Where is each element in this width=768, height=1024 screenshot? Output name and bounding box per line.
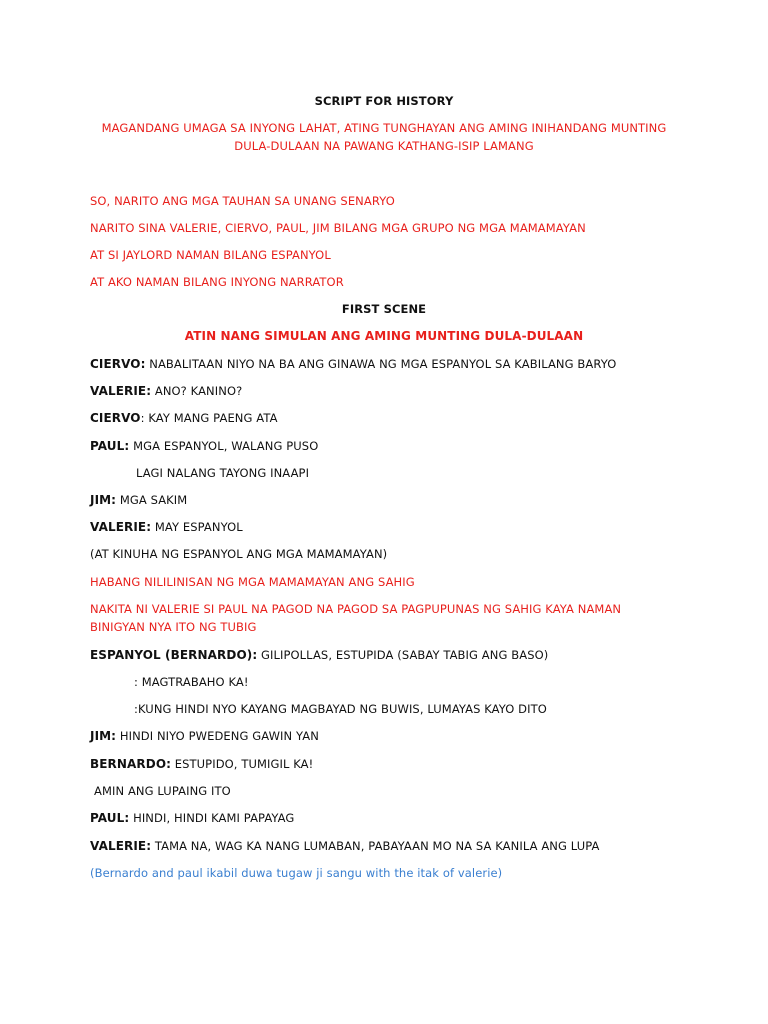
dialogue-line (90, 809, 294, 827)
intro-line-1: MAGANDANG UMAGA SA INYONG LAHAT, ATING TUNGHAYAN ANG AMING INIHANDANG MUNTING (101, 121, 667, 135)
dialogue-continuation: LAGI NALANG TAYONG INAAPI (136, 466, 310, 480)
speaker-name: VALERIE: (90, 520, 152, 534)
dialogue-line (90, 382, 242, 400)
dialogue-text: HINDI, HINDI KAMI PAPAYAG (129, 811, 295, 825)
dialogue-text: TAMA NA, WAG KA NANG LUMABAN, PABAYAAN MO NA SA KANILA ANG LUPA (151, 839, 600, 853)
dialogue-text: MGA SAKIM (116, 493, 188, 507)
stage-direction: (AT KINUHA NG ESPANYOL ANG MGA MAMAMAYAN) (90, 547, 388, 561)
document-title: SCRIPT FOR HISTORY (314, 94, 454, 108)
speaker-name: PAUL: (90, 439, 130, 453)
narration-note: NAKITA NI VALERIE SI PAUL NA PAGOD NA PAGOD SA PAGPUPUNAS NG SAHIG KAYA NAMAN (90, 602, 622, 616)
speaker-name: ESPANYOL (BERNARDO): (90, 648, 258, 662)
dialogue-continuation: : MAGTRABAHO KA! (134, 675, 249, 689)
dialogue-text: ESTUPIDO, TUMIGIL KA! (171, 757, 314, 771)
narration-line: SO, NARITO ANG MGA TAUHAN SA UNANG SENARYO (90, 194, 395, 208)
narration-line: NARITO SINA VALERIE, CIERVO, PAUL, JIM BILANG MGA GRUPO NG MGA MAMAMAYAN (90, 221, 586, 235)
dialogue-text: NABALITAAN NIYO NA BA ANG GINAWA NG MGA ESPANYOL SA KABILANG BARYO (145, 357, 617, 371)
dialogue-continuation: AMIN ANG LUPAING ITO (94, 784, 231, 798)
dialogue-line (90, 355, 616, 373)
scene-heading: FIRST SCENE (341, 302, 427, 316)
dialogue-text: HINDI NIYO PWEDENG GAWIN YAN (116, 729, 319, 743)
dialogue-continuation: :KUNG HINDI NYO KAYANG MAGBAYAD NG BUWIS, LUMAYAS KAYO DITO (134, 702, 547, 716)
speaker-name: CIERVO (90, 411, 141, 425)
dialogue-line (90, 755, 313, 773)
dialogue-line (90, 518, 243, 536)
dialogue-text: MGA ESPANYOL, WALANG PUSO (129, 439, 319, 453)
narration-line: AT AKO NAMAN BILANG INYONG NARRATOR (90, 275, 344, 289)
narration-note: HABANG NILILINISAN NG MGA MAMAMAYAN ANG SAHIG (90, 575, 415, 589)
dialogue-text: MAY ESPANYOL (151, 520, 243, 534)
closing-note: (Bernardo and paul ikabil duwa tugaw ji sangu with the itak of valerie) (90, 866, 503, 880)
speaker-name: CIERVO: (90, 357, 146, 371)
speaker-name: JIM: (90, 729, 117, 743)
speaker-name: JIM: (90, 493, 117, 507)
dialogue-line (90, 727, 319, 745)
intro-line-2: DULA-DULAAN NA PAWANG KATHANG-ISIP LAMANG (234, 139, 534, 153)
dialogue-line (90, 409, 278, 427)
dialogue-text: : KAY MANG PAENG ATA (140, 411, 278, 425)
dialogue-text: ANO? KANINO? (151, 384, 243, 398)
narration-line: AT SI JAYLORD NAMAN BILANG ESPANYOL (90, 248, 331, 262)
dialogue-line (90, 437, 318, 455)
speaker-name: VALERIE: (90, 384, 152, 398)
speaker-name: PAUL: (90, 811, 130, 825)
scene-intro: ATIN NANG SIMULAN ANG AMING MUNTING DULA-DULAAN (184, 329, 584, 343)
narration-note: BINIGYAN NYA ITO NG TUBIG (90, 620, 257, 634)
dialogue-text: GILIPOLLAS, ESTUPIDA (SABAY TABIG ANG BASO) (257, 648, 549, 662)
speaker-name: VALERIE: (90, 839, 152, 853)
speaker-name: BERNARDO: (90, 757, 172, 771)
dialogue-line (90, 837, 599, 855)
dialogue-line (90, 646, 548, 664)
dialogue-line (90, 491, 187, 509)
